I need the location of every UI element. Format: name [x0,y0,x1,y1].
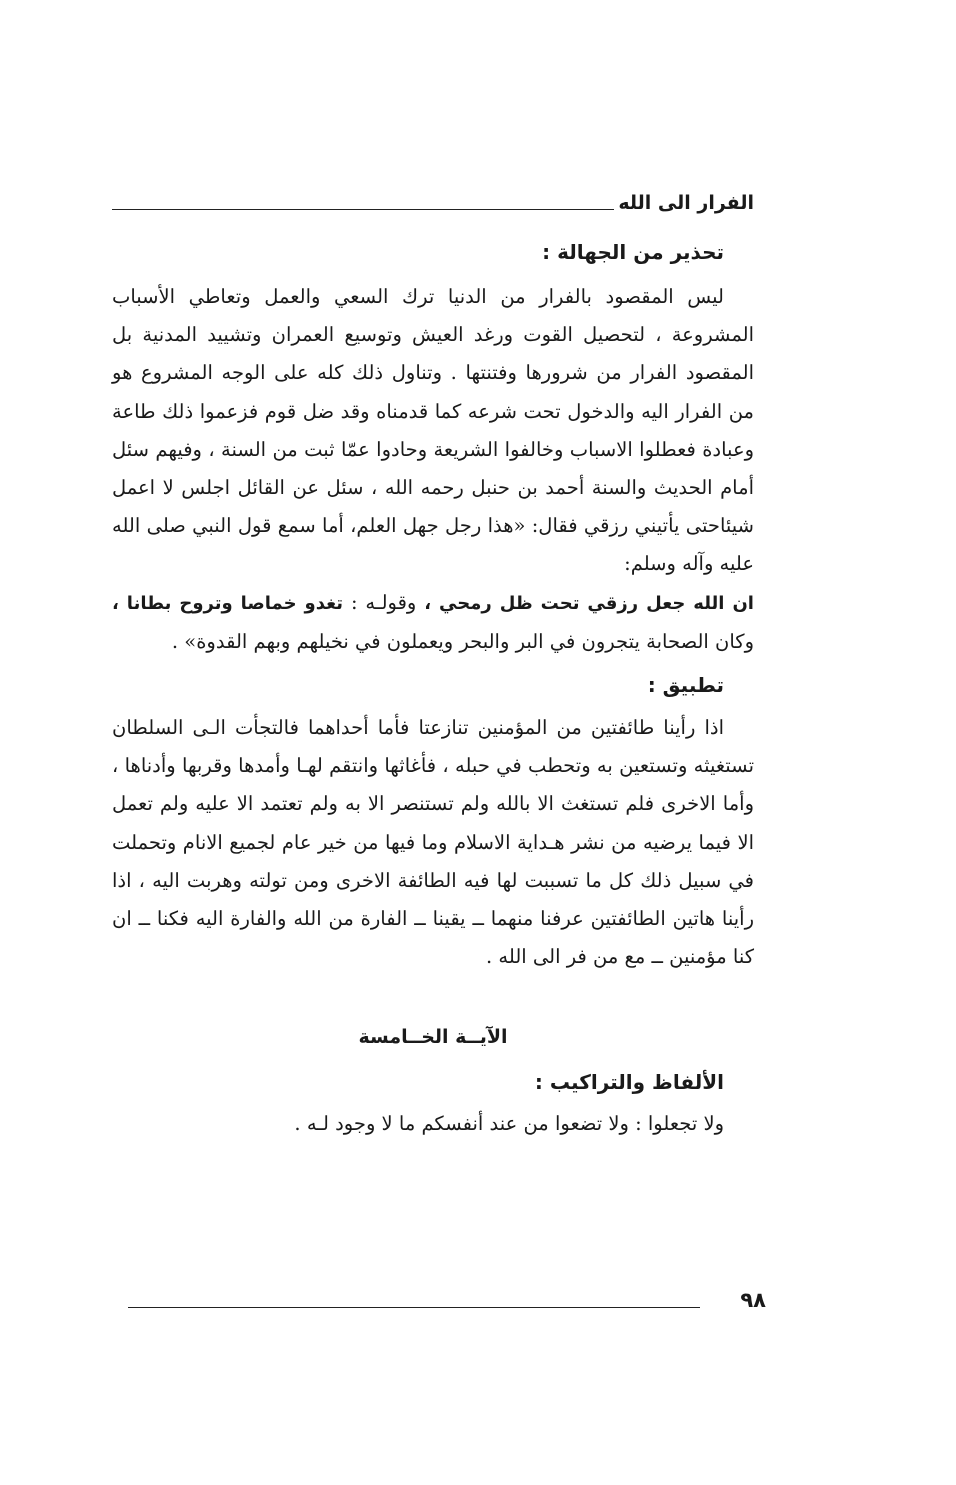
page-number: ٩٨ [740,1288,766,1312]
paragraph-application-text: اذا رأينا طائفتين من المؤمنين تنازعتا فأما أحداهما فالتجأت الـى السلطان تستغيثه وتستعين به وتحطب في حبله ، فأغاثها وانتقم لهـا وأمدها وقربها وأدناها ، وأما الاخرى فلم تستغث الا بالله ولم تستنصر الا به ولم تعتمد الا عليه ولم تعمل الا فيما يرضيه من نشر هـداية الاسلام وما فيها من خير عام لجميع الانام وتحملت في سبيل ذلك كل ما تسببت لها فيه الطائفة الاخرى ومن تولته وهربت اليه ، اذا رأينا هاتين الطائفتين عرفنا منهما ــ يقينا ــ الفارة من الله والفارة اليه فكنا ــ ان كنا مؤمنين ــ مع من فر الى الله . [112,716,754,969]
footer-rule [128,1307,700,1308]
paragraph-application [112,709,754,976]
section-heading-vocabulary: الألفاظ والتراكيب : [534,1070,724,1095]
hadith-quote-2: تغدو خماصا وتروح بطانا ، [112,592,344,614]
hadith-quote: ان الله جعل رزقي تحت ظل رمحي ، [424,592,754,614]
paragraph-warning-text: ليس المقصود بالفرار من الدنيا ترك السعي والعمل وتعاطي الأسباب المشروعة ، لتحصيل القوت ورغد العيش وتوسيع العمران وتشييد المدنية بل المقصود الفرار من شرورها وفتنتها . وتناول ذلك كله على الوجه المشروع هو من الفرار اليه والدخول تحت شرعه كما قدمناه وقد ضل قوم فزعموا ذلك طاعة وعبادة فعطلوا الاسباب وخالفوا الشريعة وحادوا عمّا ثبت من السنة ، وفيهم سئل أمام الحديث والسنة أحمد بن حنبل رحمه الله ، سئل عن القائل اجلس لا اعمل شيئاحتى يأتيني رزقي فقال: «هذا رجل جهل العلم، أما سمع قول النبي صلى الله عليه وآله وسلم: [112,285,754,576]
running-header [112,178,754,214]
hadith-connector: وقولـه : [343,590,425,614]
running-title: الفرار الى الله [618,192,754,214]
section-heading-warning: تحذير من الجهالة : [542,240,724,264]
header-rule [112,209,614,210]
book-page [112,178,754,1135]
vocabulary-line: ولا تجعلوا : ولا تضعوا من عند أنفسكم ما لا وجود لـه . [294,1112,724,1136]
page-footer [128,1288,766,1312]
section-heading-application: تطبيق : [647,673,724,698]
section-heading-fifth-verse: الآيــة الخــامسة [358,1026,508,1049]
paragraph-warning [112,278,754,661]
paragraph-warning-end: وكان الصحابة يتجرون في البر والبحر ويعملون في نخيلهم وبهم القدوة» . [171,629,754,653]
